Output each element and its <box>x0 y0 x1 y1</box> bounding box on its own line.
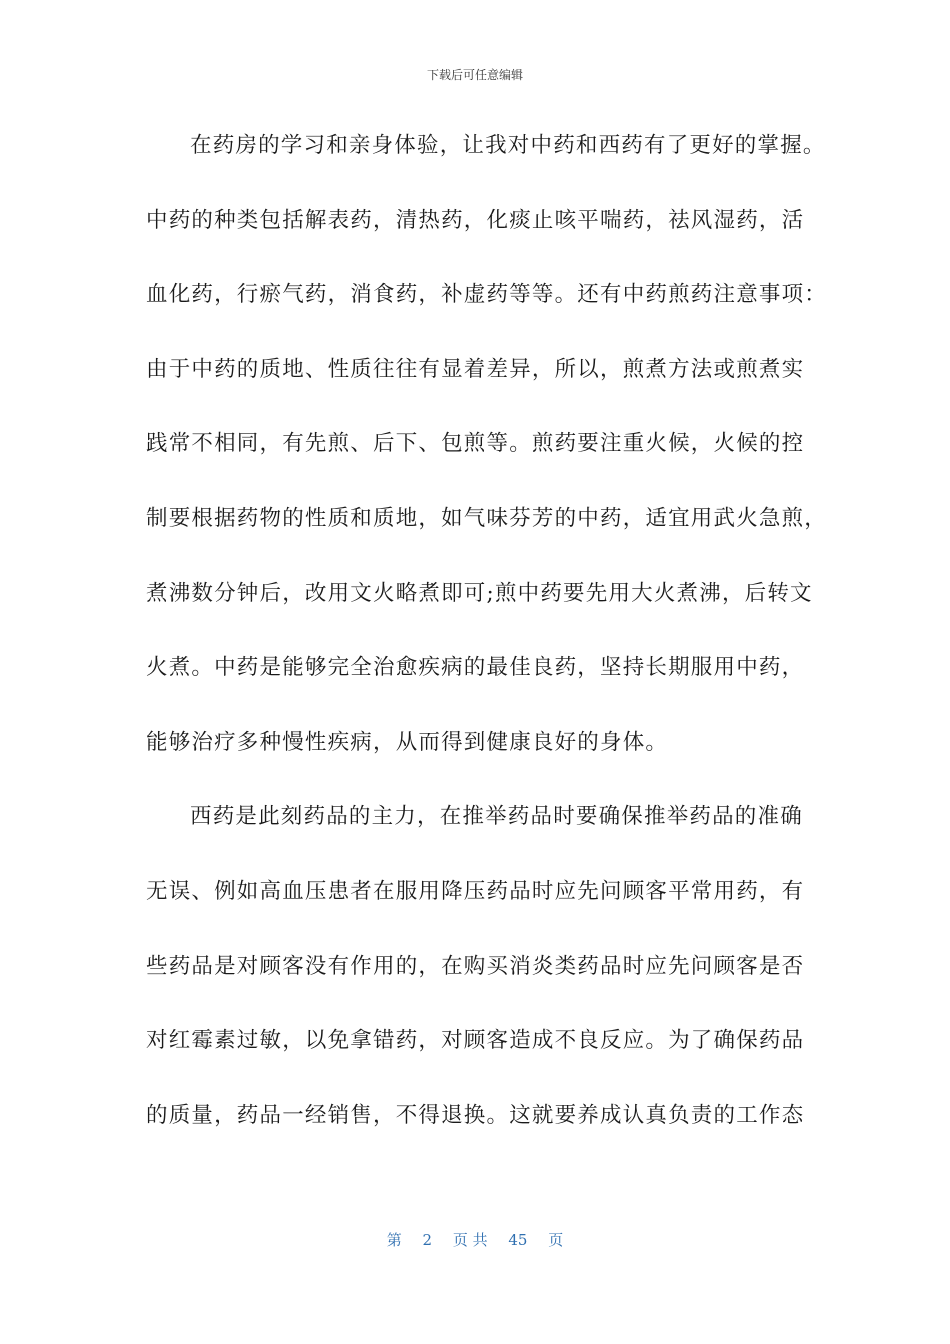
text-line: 践常不相同，有先煎、后下、包煎等。煎药要注重火候，火候的控 <box>146 431 805 457</box>
page-footer <box>0 1229 950 1250</box>
text-line: 对红霉素过敏，以免拿错药，对顾客造成不良反应。为了确保药品 <box>146 1028 805 1054</box>
text-line: 的质量，药品一经销售，不得退换。这就要养成认真负责的工作态 <box>146 1102 805 1128</box>
paragraph-1 <box>146 128 828 799</box>
footer-total-pages: 45 <box>508 1231 528 1249</box>
text-line: 无误、例如高血压患者在服用降压药品时应先问顾客平常用药，有 <box>146 878 805 904</box>
footer-page-number: 2 <box>422 1231 433 1249</box>
footer-label-di: 第 <box>386 1231 402 1249</box>
text-line: 火煮。中药是能够完全治愈疾病的最佳良药，坚持长期服用中药， <box>146 655 805 681</box>
text-line: 能够治疗多种慢性疾病，从而得到健康良好的身体。 <box>146 729 669 755</box>
footer-label-ye-gong: 页 共 <box>452 1231 488 1249</box>
page-header: 下载后可任意编辑 <box>426 68 523 82</box>
paragraph-2 <box>146 799 810 1172</box>
document-body <box>146 128 828 1172</box>
footer-label-ye: 页 <box>548 1231 564 1249</box>
text-line: 由于中药的质地、性质往往有显着差异，所以，煎煮方法或煎煮实 <box>146 356 805 382</box>
text-line: 血化药，行瘀气药，消食药，补虚药等等。还有中药煎药注意事项： <box>146 282 828 308</box>
text-line: 在药房的学习和亲身体验，让我对中药和西药有了更好的掌握。 <box>190 133 826 158</box>
text-line: 制要根据药物的性质和质地，如气味芬芳的中药，适宜用武火急煎， <box>146 505 828 531</box>
text-line: 西药是此刻药品的主力，在推举药品时要确保推举药品的准确 <box>190 804 803 830</box>
text-line: 些药品是对顾客没有作用的，在购买消炎类药品时应先问顾客是否 <box>146 953 805 979</box>
text-line: 中药的种类包括解表药，清热药，化痰止咳平喘药，祛风湿药，活 <box>146 207 805 233</box>
text-line: 煮沸数分钟后，改用文火略煮即可;煎中药要先用大火煮沸，后转文 <box>146 580 813 606</box>
